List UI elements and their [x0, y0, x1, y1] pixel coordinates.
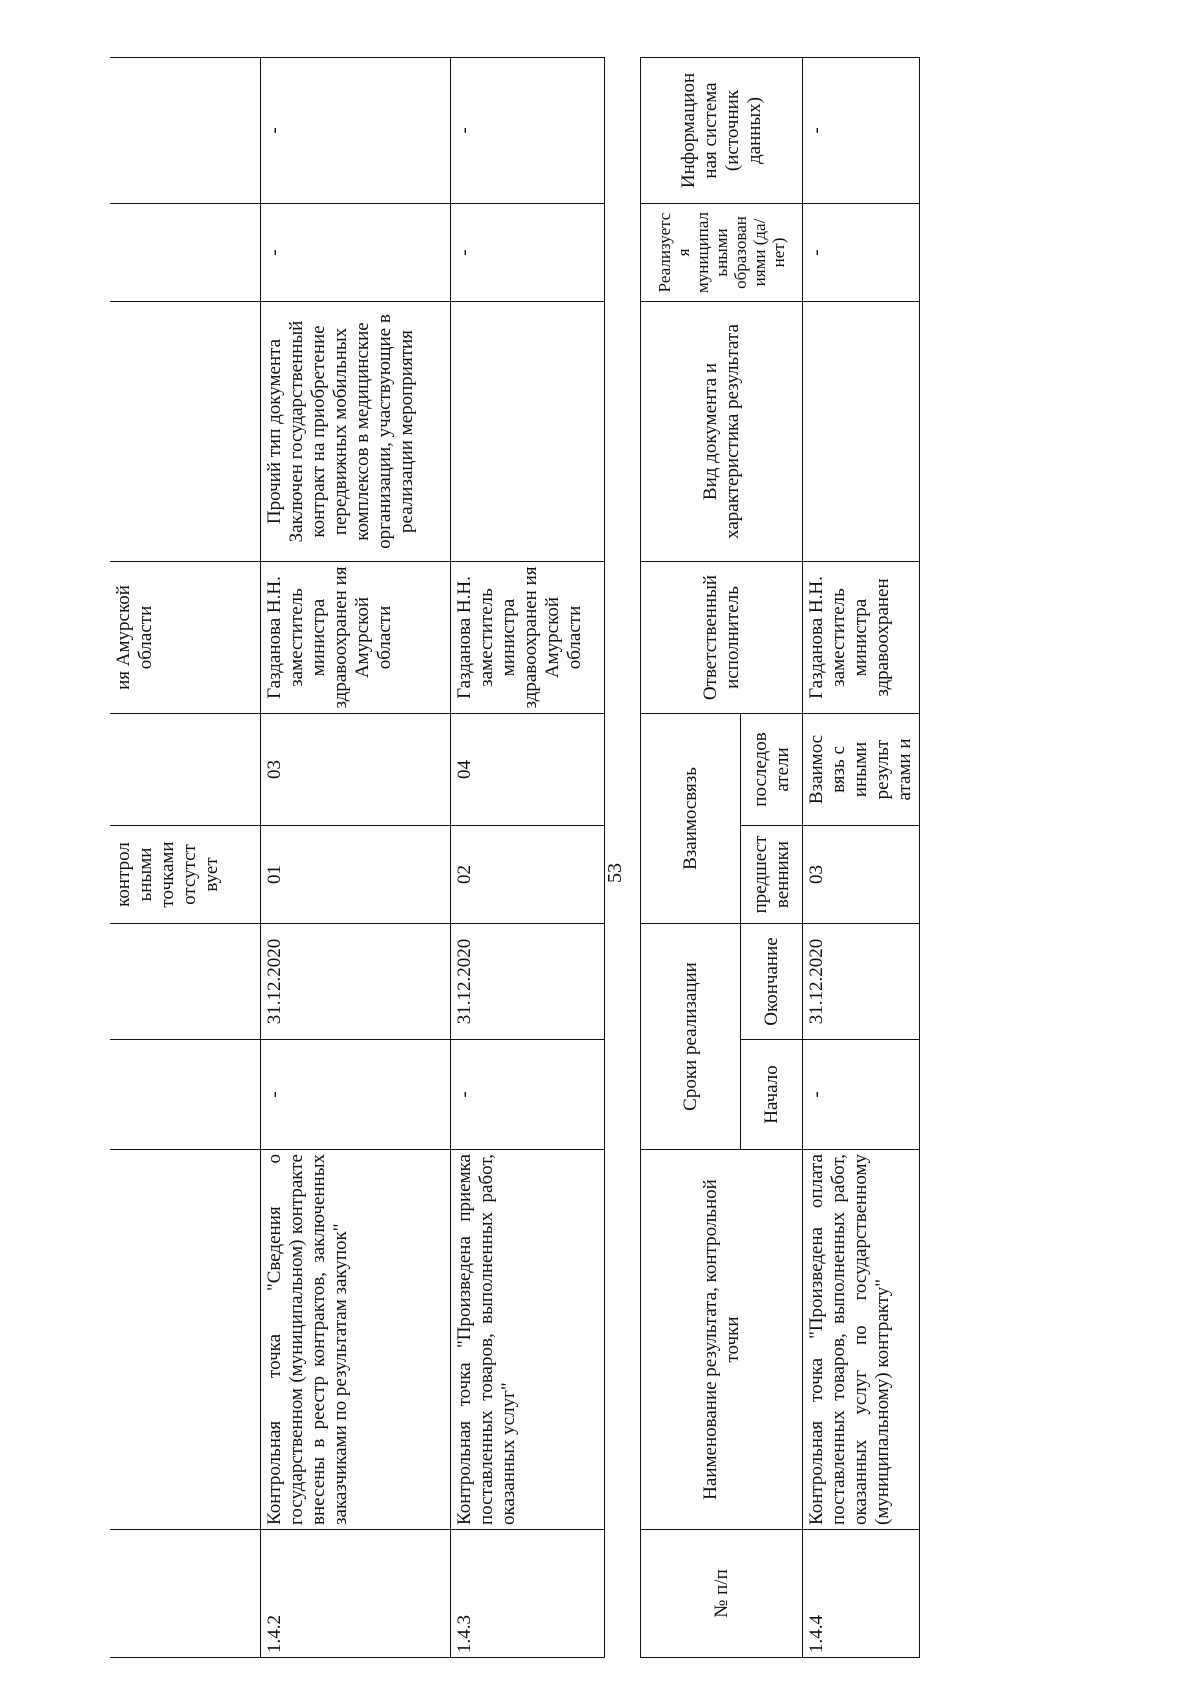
- cell-document: [110, 302, 260, 562]
- cell-executor: ия Амурской области: [110, 562, 260, 714]
- cell-document: Прочий тип документа Заключен государственный контракт на приобретение передвижных мобильных комплексов в медицинские организации, участвующие в реализации мероприятия: [260, 302, 450, 562]
- cell-name: Контрольная точка "Произведена оплата поставленных товаров, выполненных работ, оказанных услуг по государственному (муниципальному) контракту": [803, 1150, 920, 1530]
- header-document: Вид документа и характеристика результата: [641, 302, 803, 562]
- cell-start: -: [803, 1040, 920, 1150]
- cell-num: [110, 1530, 260, 1658]
- cell-info-system: [110, 58, 260, 204]
- cell-successors: 04: [450, 714, 604, 826]
- cell-document: [803, 302, 920, 562]
- cell-predecessors: контрол ьными точками отсутст вует: [110, 826, 260, 924]
- top-table: [110, 57, 605, 1658]
- cell-start: -: [450, 1040, 604, 1150]
- header-info-system: Информацион ная система (источник данных): [641, 58, 803, 204]
- cell-end: 31.12.2020: [803, 924, 920, 1040]
- cell-executor: Газданова Н.Н. заместитель министра здравоохранен: [803, 562, 920, 714]
- cell-predecessors: 01: [260, 826, 450, 924]
- header-terms: Сроки реализации: [641, 924, 741, 1150]
- cell-info-system: -: [803, 58, 920, 204]
- cell-end: 31.12.2020: [260, 924, 450, 1040]
- header-end: Окончание: [741, 924, 803, 1040]
- cell-municipal: -: [260, 204, 450, 302]
- cell-executor: Газданова Н.Н. заместитель министра здравоохранен ия Амурской области: [260, 562, 450, 714]
- cell-start: -: [260, 1040, 450, 1150]
- cell-num: 1.4.3: [450, 1530, 604, 1658]
- cell-name: [110, 1150, 260, 1530]
- header-num: № п/п: [641, 1530, 803, 1658]
- table-row: [803, 58, 920, 1658]
- rotated-page: [12, 48, 1172, 1698]
- cell-municipal: [110, 204, 260, 302]
- cell-name: Контрольная точка "Произведена приемка поставленных товаров, выполненных работ, оказанных услуг": [450, 1150, 604, 1530]
- cell-successors: [110, 714, 260, 826]
- cell-num: 1.4.4: [803, 1530, 920, 1658]
- table-row: [260, 58, 450, 1658]
- header-start: Начало: [741, 1040, 803, 1150]
- cell-successors: Взаимос вязь с иными результ атами и: [803, 714, 920, 826]
- cell-end: 31.12.2020: [450, 924, 604, 1040]
- cell-municipal: -: [803, 204, 920, 302]
- cell-municipal: -: [450, 204, 604, 302]
- page-number: 53: [604, 863, 626, 883]
- cell-start: [110, 1040, 260, 1150]
- cell-predecessors: 02: [450, 826, 604, 924]
- cell-num: 1.4.2: [260, 1530, 450, 1658]
- cell-successors: 03: [260, 714, 450, 826]
- table-row: [450, 58, 604, 1658]
- cell-info-system: -: [260, 58, 450, 204]
- cell-name: Контрольная точка "Сведения о государственном (муниципальном) контракте внесены в реестр контрактов, заключенных заказчиками по результатам закупок": [260, 1150, 450, 1530]
- header-name: Наименование результата, контрольной точки: [641, 1150, 803, 1530]
- table-row-continuation: [110, 58, 260, 1658]
- header-relation: Взаимосвязь: [641, 714, 741, 924]
- cell-info-system: -: [450, 58, 604, 204]
- header-successors: последов атели: [741, 714, 803, 826]
- header-row: [641, 58, 741, 1658]
- cell-executor: Газданова Н.Н. заместитель министра здравоохранен ия Амурской области: [450, 562, 604, 714]
- cell-end: [110, 924, 260, 1040]
- header-executor: Ответственный исполнитель: [641, 562, 803, 714]
- bottom-table: [640, 57, 920, 1658]
- header-predecessors: предшест венники: [741, 826, 803, 924]
- cell-document: [450, 302, 604, 562]
- header-municipal: Реализуетс я муниципал ьными образован иями (да/нет): [641, 204, 803, 302]
- cell-predecessors: 03: [803, 826, 920, 924]
